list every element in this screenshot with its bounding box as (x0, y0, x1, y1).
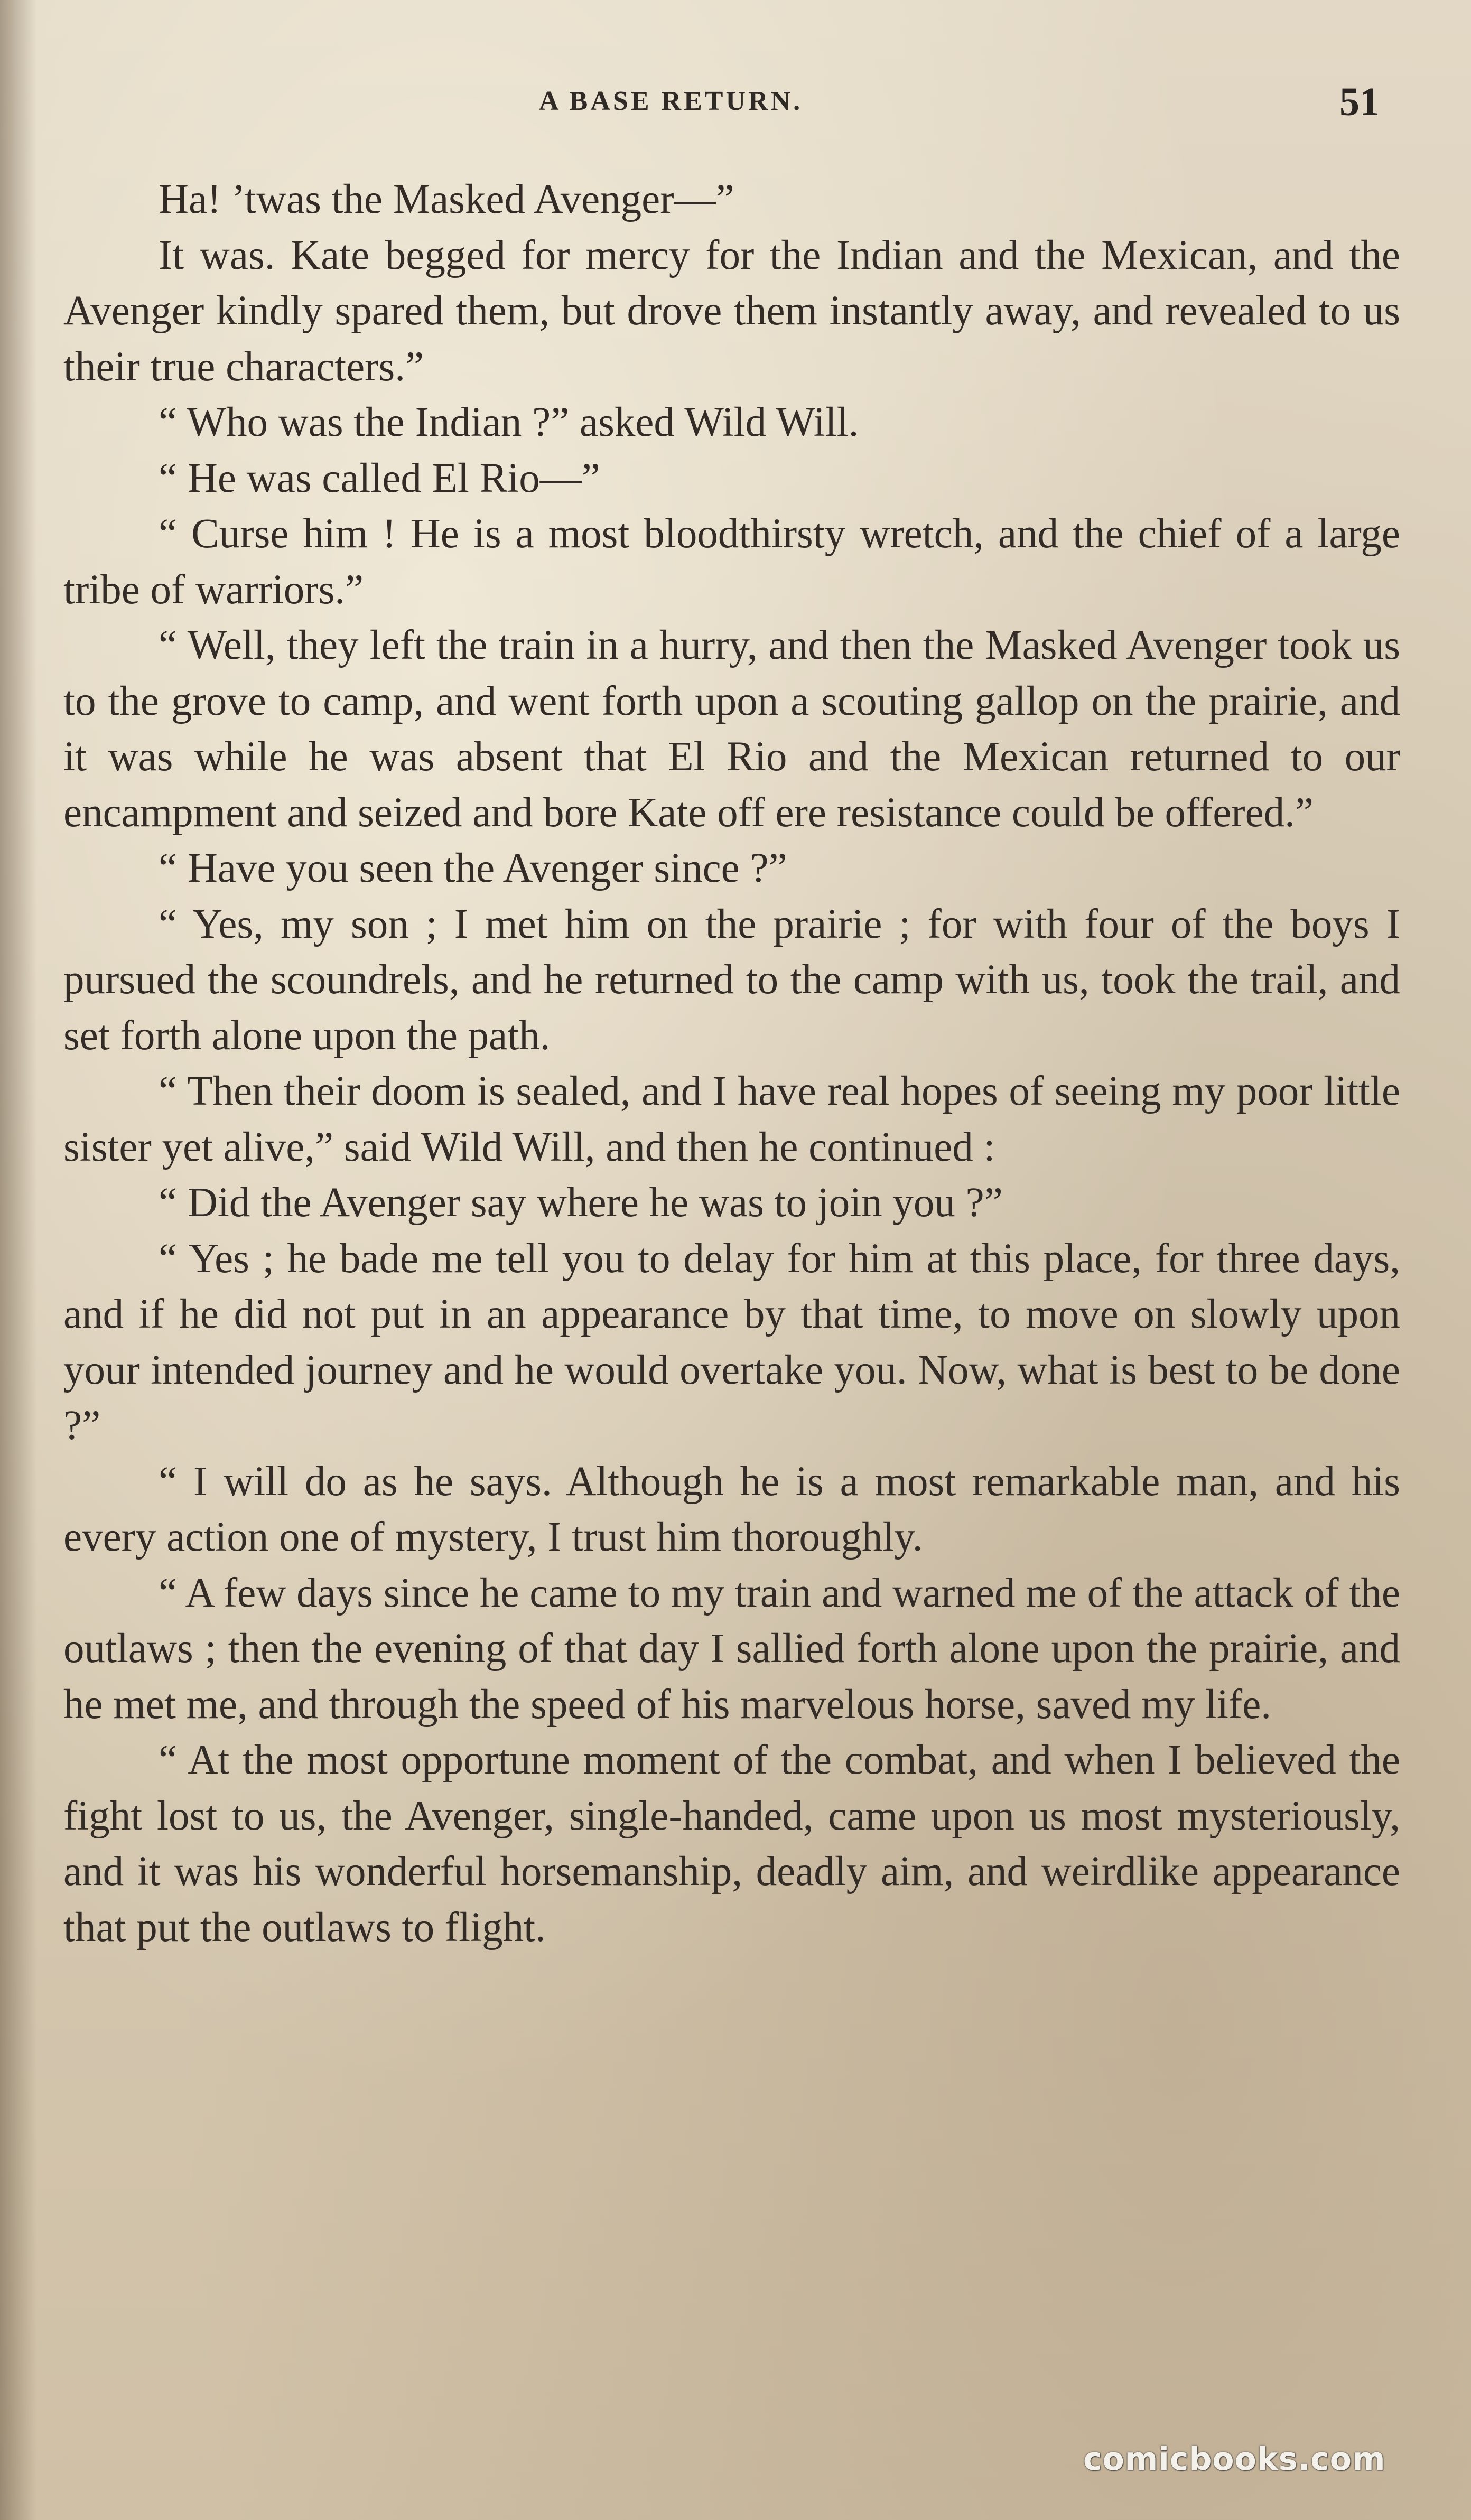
paragraph: Ha! ’twas the Masked Avenger—” (159, 176, 734, 222)
paragraph: “ Then their doom is sealed, and I have real hopes of seeing my poor little sister yet alive,” said Wild Will, and then he continued : (63, 1068, 1400, 1170)
page-number: 51 (1339, 80, 1380, 124)
paragraph: “ A few days since he came to my train and warned me of the attack of the outlaws ; then the evening of that day I sallied forth alone upon the prairie, and he met me, and through the speed of his marvelous horse, saved my life. (63, 1570, 1400, 1728)
paragraph: “ He was called El Rio—” (159, 455, 600, 501)
paragraph: “ Well, they left the train in a hurry, and then the Masked Avenger took us to the grove to camp, and went forth upon a scouting gallop on the prairie, and it was while he was absent that El Rio and the Mexican returned to our encampment and seized and bore Kate off ere resistance could be offered.” (63, 622, 1400, 836)
body-text (63, 172, 1400, 1955)
watermark: comicbooks.com (1083, 2441, 1386, 2478)
paragraph: It was. Kate begged for mercy for the Indian and the Mexican, and the Avenger kindly spared them, but drove them instantly away, and revealed to us their true characters.” (63, 232, 1400, 390)
paragraph: “ Have you seen the Avenger since ?” (159, 845, 787, 891)
paragraph: “ At the most opportune moment of the combat, and when I believed the fight lost to us, the Avenger, single-handed, came upon us most mysteriously, and it was his wonderful horsemanship, deadly aim, and weirdlike appearance that put the outlaws to flight. (63, 1737, 1400, 1950)
page-edge-shadow (0, 0, 37, 2520)
paragraph: “ Yes ; he bade me tell you to delay for him at this place, for three days, and if he did not put in an appearance by that time, to move on slowly upon your intended journey and he would overtake you. Now, what is best to be done ?” (63, 1235, 1400, 1449)
paragraph: “ I will do as he says. Although he is a most remarkable man, and his every action one of mystery, I trust him thoroughly. (63, 1458, 1400, 1560)
paragraph: “ Curse him ! He is a most bloodthirsty wretch, and the chief of a large tribe of warriors.” (63, 511, 1400, 613)
running-head (0, 79, 1471, 143)
paragraph: “ Who was the Indian ?” asked Wild Will. (159, 399, 859, 445)
paragraph: “ Did the Avenger say where he was to join you ?” (159, 1180, 1003, 1226)
paragraph: “ Yes, my son ; I met him on the prairie ; for with four of the boys I pursued the scoundrels, and he returned to the camp with us, took the trail, and set forth alone upon the path. (63, 901, 1400, 1059)
chapter-title: A BASE RETURN. (539, 86, 803, 116)
